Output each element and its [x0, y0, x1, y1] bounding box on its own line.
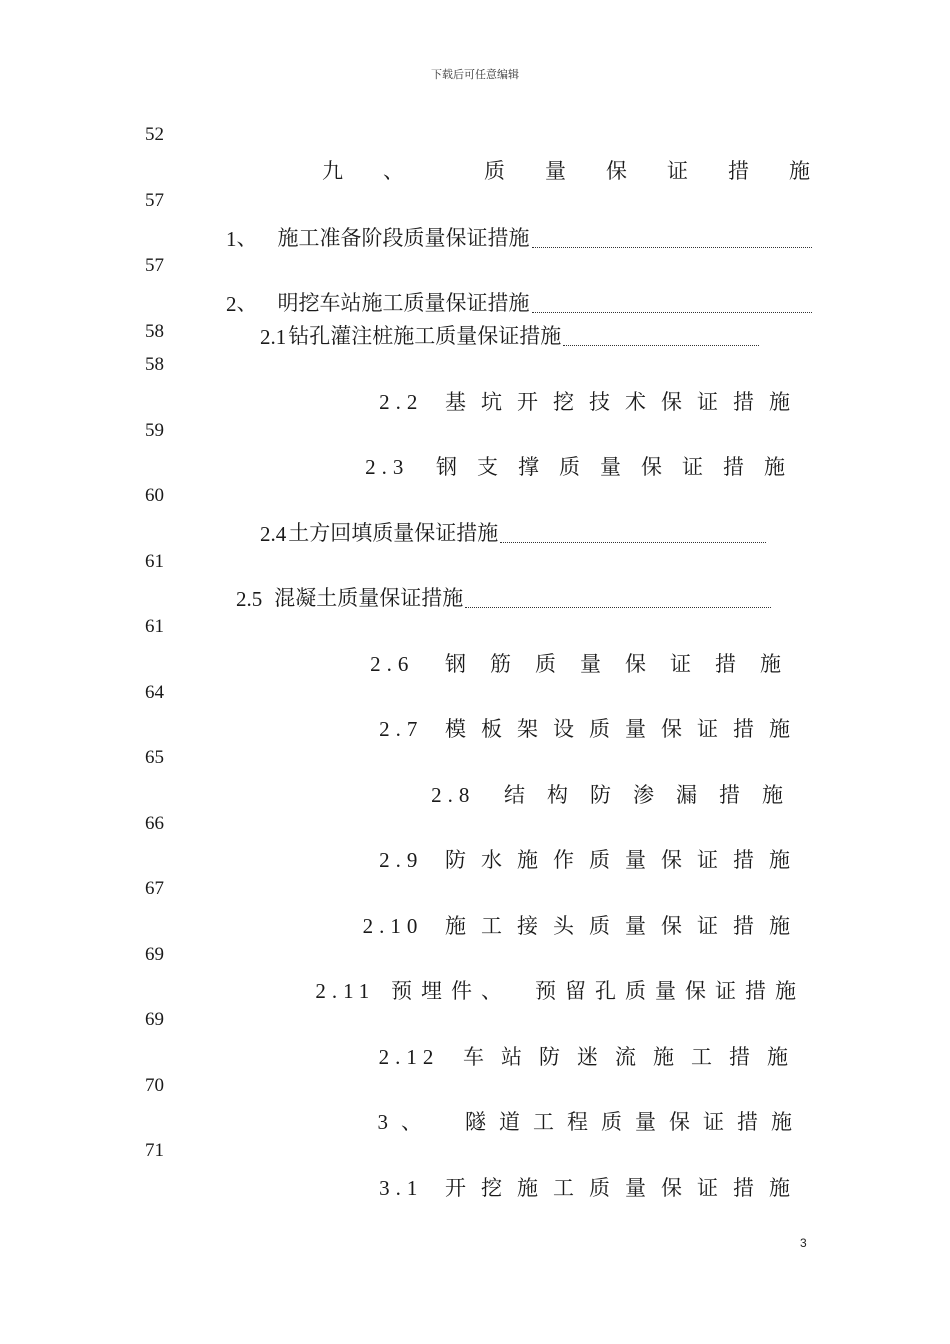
page-ref: 65 — [145, 747, 164, 768]
toc-entry-number: 2.1 — [260, 325, 287, 349]
page-ref: 70 — [145, 1075, 164, 1096]
toc-entry-title: 防水施作质量保证措施 — [445, 848, 805, 872]
toc-entry-title: 钢筋质量保证措施 — [445, 652, 805, 676]
toc-entry-2-7[interactable] — [379, 713, 805, 743]
toc-entry-number: 2.9 — [379, 848, 424, 872]
header-note: 下载后可任意编辑 — [431, 68, 519, 81]
toc-entry-number: 2 — [226, 292, 237, 316]
toc-entry-2-8[interactable] — [431, 779, 805, 809]
dot-leader — [500, 542, 766, 543]
toc-entry-separator: 、 — [383, 159, 444, 183]
toc-entry-2-1[interactable] — [260, 320, 759, 350]
toc-entry-number: 2.11 — [315, 979, 376, 1003]
page-ref: 52 — [145, 124, 164, 145]
page-ref: 57 — [145, 255, 164, 276]
page-ref: 59 — [145, 420, 164, 441]
page-ref: 61 — [145, 551, 164, 572]
page-ref: 64 — [145, 682, 164, 703]
toc-entry-2-4[interactable] — [260, 517, 766, 547]
dot-leader — [532, 312, 812, 313]
toc-entry-title: 钢支撑质量保证措施 — [436, 455, 805, 479]
toc-entry-3-1[interactable] — [379, 1172, 805, 1202]
page-ref: 60 — [145, 485, 164, 506]
toc-entry-2-12[interactable] — [379, 1041, 805, 1071]
page-number: 3 — [800, 1236, 807, 1250]
toc-entry-title: 结构防渗漏措施 — [504, 783, 805, 807]
toc-entry-number: 3.1 — [379, 1176, 424, 1200]
toc-entry-number: 2.8 — [431, 783, 476, 807]
toc-entry-number: 2.4 — [260, 522, 287, 546]
page-ref: 57 — [145, 190, 164, 211]
toc-entry-title: 明挖车站施工质量保证措施 — [277, 291, 530, 315]
toc-entry-2-6[interactable] — [370, 648, 805, 678]
toc-entry-2[interactable] — [226, 287, 812, 317]
toc-entry-2-9[interactable] — [379, 844, 805, 874]
toc-entry-title: 基坑开挖技术保证措施 — [445, 390, 805, 414]
toc-entry-2-3[interactable] — [365, 451, 805, 481]
toc-entry-number: 2.12 — [378, 1045, 440, 1069]
toc-entry-3[interactable] — [378, 1106, 806, 1136]
toc-entry-number: 2.6 — [370, 652, 415, 676]
toc-entry-2-11[interactable] — [315, 975, 805, 1005]
page-ref: 67 — [145, 878, 164, 899]
page-ref: 58 — [145, 354, 164, 375]
toc-entry-title: 混凝土质量保证措施 — [274, 586, 464, 610]
toc-entry-title: 隧道工程质量保证措施 — [465, 1110, 805, 1134]
toc-entry-title: 土方回填质量保证措施 — [288, 521, 499, 545]
page-ref: 69 — [145, 1009, 164, 1030]
toc-entry-title: 质量保证措施 — [484, 159, 850, 183]
toc-entry-separator: 、 — [236, 291, 258, 315]
toc-entry-number: 2.2 — [379, 390, 424, 414]
toc-entry-title: 施工准备阶段质量保证措施 — [277, 226, 530, 250]
toc-entry-2-2[interactable] — [379, 386, 805, 416]
toc-entry-2-10[interactable] — [363, 910, 805, 940]
page-ref: 69 — [145, 944, 164, 965]
toc-entry-separator: 、 — [236, 226, 258, 250]
toc-entry-title-continued: 预留孔质量保证措施 — [535, 979, 805, 1003]
toc-entry-separator: 、 — [401, 1110, 435, 1134]
toc-entry-2-5[interactable] — [236, 582, 771, 612]
page-ref: 58 — [145, 321, 164, 342]
page-ref: 66 — [145, 813, 164, 834]
toc-entry-number: 九 — [322, 159, 383, 183]
toc-entry-title: 开挖施工质量保证措施 — [445, 1176, 805, 1200]
dot-leader — [563, 345, 759, 346]
page-ref: 71 — [145, 1140, 164, 1161]
toc-entry-title: 预埋件、 — [391, 979, 511, 1003]
toc-entry-number: 1 — [226, 227, 237, 251]
toc-entry-number: 2.7 — [379, 717, 424, 741]
page-ref: 61 — [145, 616, 164, 637]
toc-entry-number: 2.5 — [236, 587, 263, 611]
toc-entry-title: 模板架设质量保证措施 — [445, 717, 805, 741]
toc-entry-number: 3 — [377, 1110, 401, 1134]
toc-entry-title: 钻孔灌注桩施工质量保证措施 — [288, 324, 562, 348]
toc-entry-title: 车站防迷流施工措施 — [463, 1045, 805, 1069]
toc-entry-1[interactable] — [226, 222, 812, 252]
toc-entry-number: 2.3 — [365, 455, 410, 479]
dot-leader — [465, 607, 771, 608]
toc-entry-title: 施工接头质量保证措施 — [445, 914, 805, 938]
toc-entry-number: 2.10 — [362, 914, 424, 938]
dot-leader — [532, 247, 812, 248]
toc-entry-chapter-9[interactable] — [322, 155, 850, 185]
